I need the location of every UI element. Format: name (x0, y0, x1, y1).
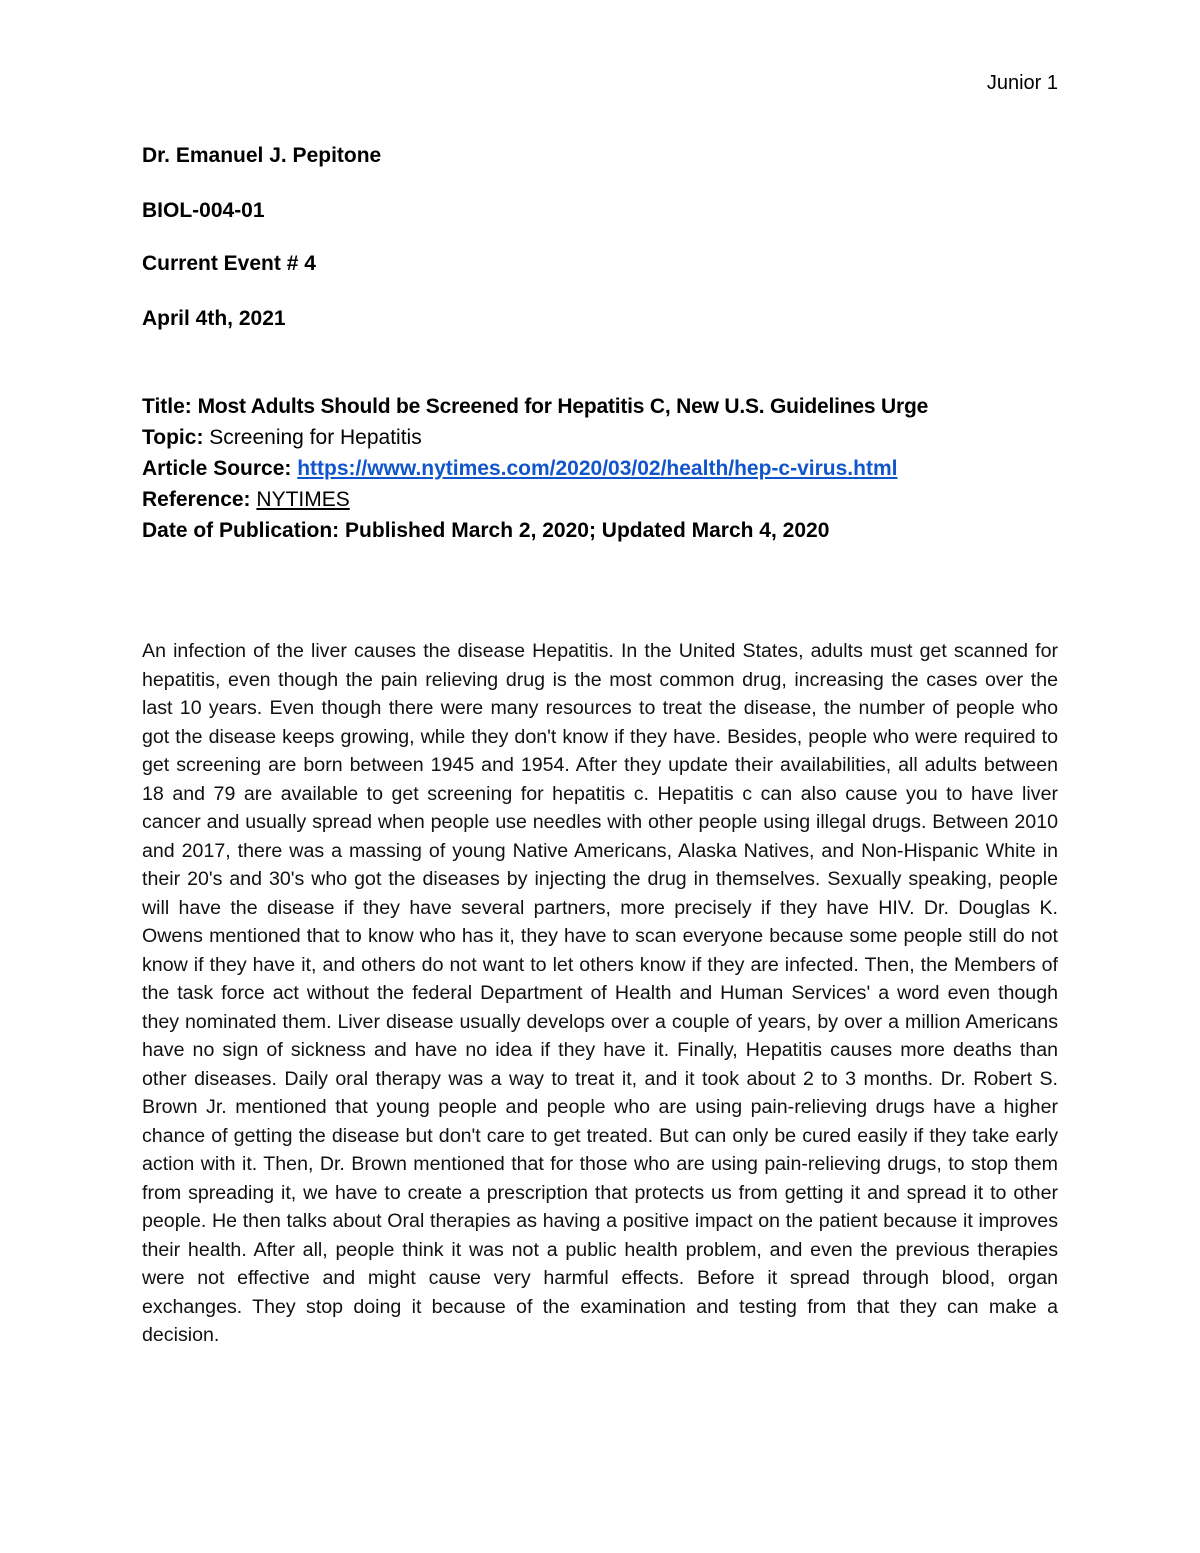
source-label: Article Source: (142, 457, 292, 480)
reference-value: NYTIMES (256, 488, 350, 511)
publication-date-label: Date of Publication: (142, 519, 340, 542)
article-title: Most Adults Should be Screened for Hepatitis C, New U.S. Guidelines Urge (197, 395, 929, 418)
page-header-number: Junior 1 (986, 72, 1058, 94)
submission-date: April 4th, 2021 (142, 307, 286, 330)
topic-row (142, 422, 1072, 453)
course-code: BIOL-004-01 (142, 199, 265, 222)
publication-date-value: Published March 2, 2020; Updated March 4, 2020 (345, 519, 830, 542)
source-link[interactable]: https://www.nytimes.com/2020/03/02/health/hep-c-virus.html (297, 457, 898, 480)
topic-value: Screening for Hepatitis (209, 426, 422, 449)
assignment-name: Current Event # 4 (142, 252, 316, 275)
article-metadata (142, 391, 1072, 546)
instructor-name: Dr. Emanuel J. Pepitone (142, 144, 382, 167)
summary-paragraph: An infection of the liver causes the disease Hepatitis. In the United States, adults must get scanned for hepatitis, even though the pain relieving drug is the most common drug, increasing the cases over the last 10 years. Even though there were many resources to treat the disease, the number of people who got the disease keeps growing, while they don't know if they have. Besides, people who were required to get screening are born between 1945 and 1954. After they update their availabilities, all adults between 18 and 79 are available to get screening for hepatitis c. Hepatitis c can also cause you to have liver cancer and usually spread when people use needles with other people using illegal drugs. Between 2010 and 2017, there was a massing of young Native Americans, Alaska Natives, and Non-Hispanic White in their 20's and 30's who got the diseases by injecting the drug in themselves. Sexually speaking, people will have the disease if they have several partners, more precisely if they have HIV. Dr. Douglas K. Owens mentioned that to know who has it, they have to scan everyone because some people still do not know if they have it, and others do not want to let others know if they are infected. Then, the Members of the task force act without the federal Department of Health and Human Services' a word even though they nominated them. Liver disease usually develops over a couple of years, by over a million Americans have no sign of sickness and have no idea if they have it. Finally, Hepatitis causes more deaths than other diseases. Daily oral therapy was a way to treat it, and it took about 2 to 3 months. Dr. Robert S. Brown Jr. mentioned that young people and people who are using pain-relieving drugs have a higher chance of getting the disease but don't care to get treated. But can only be cured easily if they take early action with it. Then, Dr. Brown mentioned that for those who are using pain-relieving drugs, to stop them from spreading it, we have to create a prescription that protects us from getting it and spread it to other people. He then talks about Oral therapies as having a positive impact on the patient because it improves their health. After all, people think it was not a public health problem, and even the previous therapies were not effective and might cause very harmful effects. Before it spread through blood, organ exchanges. They stop doing it because of the examination and testing from that they can make a decision. (142, 640, 1058, 1346)
publication-date-row (142, 515, 1072, 546)
title-label: Title: (142, 395, 192, 418)
source-row (142, 453, 1072, 484)
reference-label: Reference: (142, 488, 251, 511)
reference-row (142, 484, 1072, 515)
title-row (142, 391, 1072, 422)
topic-label: Topic: (142, 426, 204, 449)
